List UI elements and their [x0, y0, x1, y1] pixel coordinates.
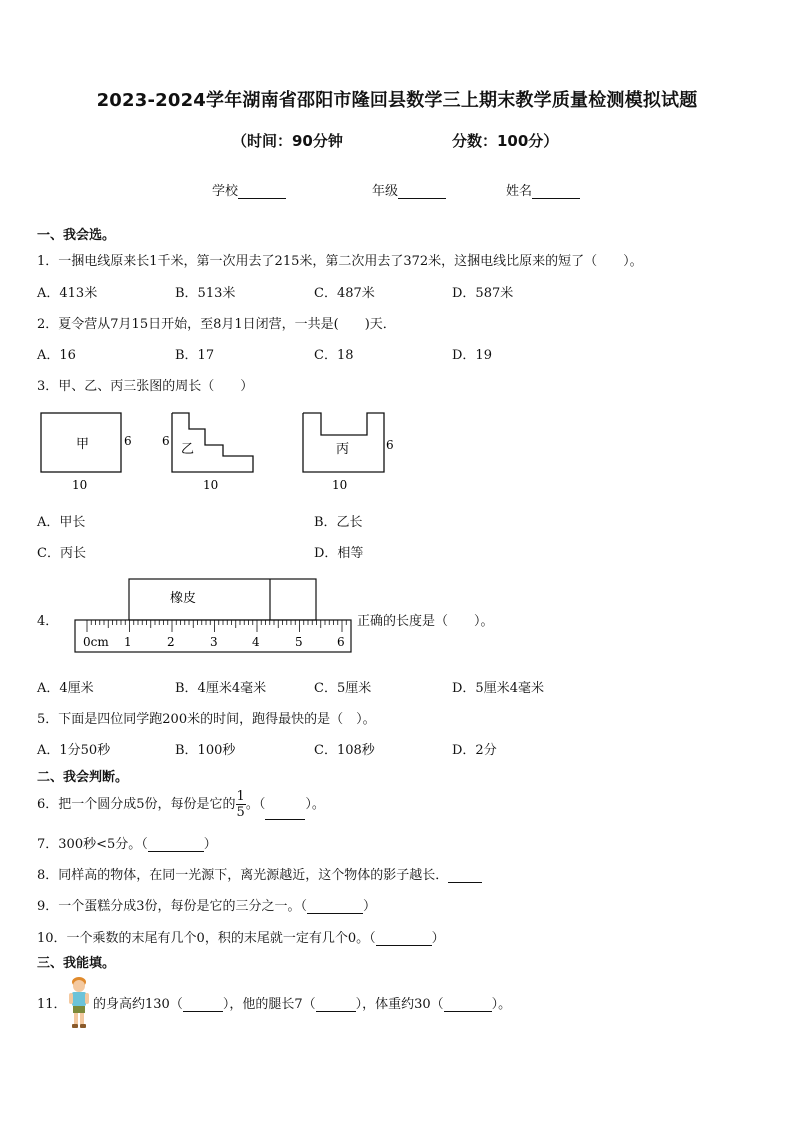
q4-option-c[interactable]: C．5厘米	[314, 681, 372, 696]
question-10	[37, 927, 445, 946]
question-9	[37, 895, 376, 914]
q4-option-a[interactable]: A．4厘米	[37, 681, 94, 696]
q9-close: ）	[363, 899, 377, 914]
q5-option-b[interactable]: B．100秒	[175, 743, 236, 758]
q9-answer-blank[interactable]	[307, 900, 363, 914]
q4-option-b[interactable]: B．4厘米4毫米	[175, 681, 267, 696]
ruler-label-6: 6	[337, 635, 345, 649]
school-label: 学校	[212, 184, 239, 199]
question-11	[93, 993, 511, 1012]
question-11-number: 11．	[37, 997, 67, 1012]
ruler-label-1: 1	[124, 635, 132, 649]
eraser-label: 橡皮	[170, 591, 197, 606]
q2-option-a[interactable]: A．16	[37, 348, 76, 363]
fraction-one-fifth	[236, 789, 246, 820]
grade-field[interactable]	[372, 180, 446, 199]
section-heading-judge: 二、我会判断。	[37, 770, 129, 785]
q8-text: 8．同样高的物体，在同一光源下，离光源越近，这个物体的影子越长．	[37, 868, 449, 883]
ruler	[75, 620, 351, 652]
figure-yi-width: 10	[203, 478, 219, 492]
ruler-label-5: 5	[295, 635, 303, 649]
figure-jia-height: 6	[124, 434, 132, 448]
q2-option-d[interactable]: D．19	[452, 348, 492, 363]
q8-answer-blank[interactable]	[448, 869, 482, 883]
boy-illustration	[66, 975, 92, 1031]
figure-yi-height: 6	[162, 434, 170, 448]
q5-option-c[interactable]: C．108秒	[314, 743, 375, 758]
question-8	[37, 864, 482, 883]
figure-bing	[303, 413, 394, 492]
figure-bing-width: 10	[332, 478, 348, 492]
q10-close: ）	[431, 931, 445, 946]
name-field[interactable]	[506, 180, 580, 199]
question-1: 1．一捆电线原来长1千米，第一次用去了215米，第二次用去了372米，这捆电线比原来的短了（ ）。	[37, 254, 643, 269]
question-4: 正确的长度是（ ）。	[357, 614, 494, 629]
section-heading-fill: 三、我能填。	[37, 956, 116, 971]
q3-option-a[interactable]: A．甲长	[37, 515, 86, 530]
name-label: 姓名	[506, 184, 533, 199]
q6-open: 。（	[245, 797, 266, 812]
section-heading-choose: 一、我会选。	[37, 228, 116, 243]
exam-score: 分数：100分）	[452, 132, 559, 150]
q1-option-c[interactable]: C．487米	[314, 286, 375, 301]
fraction-numerator: 1	[236, 789, 245, 804]
q7-answer-blank[interactable]	[148, 838, 204, 852]
question-3: 3．甲、乙、丙三张图的周长（ ）	[37, 379, 254, 394]
q7-text: 7．300秒<5分。（	[37, 837, 148, 852]
q2-option-c[interactable]: C．18	[314, 348, 354, 363]
q11-part4: ）。	[491, 997, 512, 1012]
q10-answer-blank[interactable]	[376, 932, 432, 946]
q11-part3: ），体重约30（	[355, 997, 444, 1012]
ruler-label-2: 2	[167, 635, 175, 649]
ruler-figure	[70, 576, 360, 656]
ruler-label-4: 4	[252, 635, 260, 649]
q11-height-blank[interactable]	[183, 998, 223, 1012]
question-6	[37, 789, 325, 820]
grade-label: 年级	[372, 184, 399, 199]
q3-option-b[interactable]: B．乙长	[314, 515, 363, 530]
q11-part2: ），他的腿长7（	[222, 997, 316, 1012]
ruler-label-0: 0cm	[83, 635, 109, 649]
q4-option-d[interactable]: D．5厘米4毫米	[452, 681, 544, 696]
q9-text: 9．一个蛋糕分成3份，每份是它的三分之一。（	[37, 899, 308, 914]
q7-close: ）	[203, 837, 217, 852]
q1-option-a[interactable]: A．413米	[37, 286, 98, 301]
q6-text: 6．把一个圆分成5份，每份是它的	[37, 797, 236, 812]
q6-answer-blank[interactable]	[265, 806, 305, 820]
q3-option-c[interactable]: C．丙长	[37, 546, 86, 561]
q1-option-b[interactable]: B．513米	[175, 286, 236, 301]
page-title: 2023-2024学年湖南省邵阳市隆回县数学三上期末教学质量检测模拟试题	[96, 90, 698, 111]
figure-yi	[162, 413, 253, 492]
question-2: 2．夏令营从7月15日开始，至8月1日闭营，一共是( )天．	[37, 317, 396, 332]
q3-option-d[interactable]: D．相等	[314, 546, 364, 561]
figure-jia-label: 甲	[76, 437, 90, 452]
figure-bing-label: 丙	[336, 442, 350, 457]
figure-jia	[41, 413, 132, 492]
fraction-denominator: 5	[236, 805, 245, 820]
q5-option-d[interactable]: D．2分	[452, 743, 497, 758]
q2-option-b[interactable]: B．17	[175, 348, 215, 363]
q11-leg-blank[interactable]	[316, 998, 356, 1012]
q11-part1: 的身高约130（	[93, 997, 183, 1012]
question-4-number: 4．	[37, 614, 59, 629]
q10-text: 10．一个乘数的末尾有几个0，积的末尾就一定有几个0。（	[37, 931, 376, 946]
eraser	[129, 579, 316, 620]
ruler-ticks	[87, 620, 346, 632]
q6-close: ）。	[305, 797, 325, 812]
figure-yi-label: 乙	[181, 442, 195, 457]
figure-jia-width: 10	[72, 478, 88, 492]
q11-weight-blank[interactable]	[444, 998, 492, 1012]
q1-option-d[interactable]: D．587米	[452, 286, 514, 301]
question-5: 5．下面是四位同学跑200米的时间，跑得最快的是（ ）。	[37, 712, 376, 727]
figure-bing-height: 6	[386, 438, 394, 452]
school-field[interactable]	[212, 180, 286, 199]
exam-time: （时间：90分钟	[232, 132, 343, 150]
question-7	[37, 833, 217, 852]
q5-option-a[interactable]: A．1分50秒	[37, 743, 111, 758]
ruler-label-3: 3	[210, 635, 218, 649]
perimeter-figures	[30, 405, 410, 497]
